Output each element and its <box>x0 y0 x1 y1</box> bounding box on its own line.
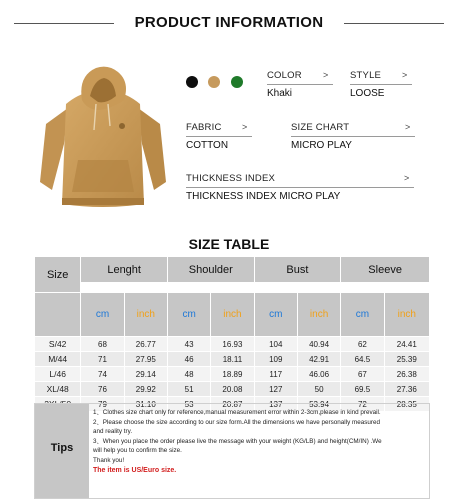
measure-cell: 74 <box>81 367 124 382</box>
hoodie-product-image <box>38 64 168 210</box>
tips-label: Tips <box>35 404 89 498</box>
tip-line: will help you to confirm the size. <box>93 447 182 455</box>
measure-cell: 53.94 <box>297 397 340 412</box>
measure-cell: 137 <box>254 397 297 412</box>
table-row <box>35 337 430 352</box>
measure-cell: 46 <box>167 352 210 367</box>
chevron-right-icon: > <box>405 122 411 132</box>
swatch-green[interactable] <box>231 76 243 88</box>
measure-cell: 29.14 <box>124 367 167 382</box>
measure-cell: 76 <box>81 382 124 397</box>
field-style-underline <box>350 84 412 85</box>
field-size-chart-label: SIZE CHART <box>291 122 350 133</box>
tip-line: and reality try. <box>93 428 133 436</box>
tips-panel <box>34 403 430 499</box>
field-color-value: Khaki <box>267 88 293 99</box>
size-cell: XL/48 <box>35 382 81 397</box>
table-row <box>35 352 430 367</box>
field-style-label: STYLE <box>350 70 382 81</box>
measure-cell: 62 <box>341 337 384 352</box>
size-cell: M/44 <box>35 352 81 367</box>
tip-line: 1、Clothes size chart only for reference,manual measurement error within 2-3cm,please in kind prevail. <box>93 409 381 416</box>
measure-cell: 42.91 <box>297 352 340 367</box>
measure-cell: 24.41 <box>384 337 429 352</box>
measure-cell: 25.39 <box>384 352 429 367</box>
field-fabric-underline <box>186 136 252 137</box>
unit-row <box>35 293 430 337</box>
measure-cell: 71 <box>81 352 124 367</box>
measure-header-shoulder: Shoulder <box>167 257 254 283</box>
measure-cell: 18.89 <box>211 367 254 382</box>
size-table <box>34 256 430 412</box>
field-thickness-value: THICKNESS INDEX MICRO PLAY <box>186 191 341 202</box>
unit-row-spacer <box>35 293 81 337</box>
field-thickness-label: THICKNESS INDEX <box>186 173 276 184</box>
measure-cell: 64.5 <box>341 352 384 367</box>
measure-cell: 109 <box>254 352 297 367</box>
field-thickness-underline <box>186 187 414 188</box>
measure-header-sleeve: Sleeve <box>341 257 430 283</box>
measure-cell: 26.38 <box>384 367 429 382</box>
table-row <box>35 382 430 397</box>
unit-inch: inch <box>124 293 167 337</box>
chevron-right-icon: > <box>402 70 408 80</box>
measure-cell: 104 <box>254 337 297 352</box>
size-column-header: Size <box>35 257 81 293</box>
tips-body <box>93 408 427 475</box>
size-cell: L/46 <box>35 367 81 382</box>
measure-cell: 16.93 <box>211 337 254 352</box>
field-size-chart-value: MICRO PLAY <box>291 140 352 151</box>
measure-cell: 68 <box>81 337 124 352</box>
unit-inch: inch <box>297 293 340 337</box>
size-table-title: SIZE TABLE <box>188 236 270 252</box>
measure-cell: 50 <box>297 382 340 397</box>
measure-cell: 53 <box>167 397 210 412</box>
measure-cell: 67 <box>341 367 384 382</box>
field-size-chart-underline <box>291 136 415 137</box>
measure-cell: 127 <box>254 382 297 397</box>
measure-cell: 72 <box>341 397 384 412</box>
tip-line: 3、When you place the order please live the message with your weight (KG/LB) and height(CM/IN) .We <box>93 437 382 445</box>
field-color-label: COLOR <box>267 70 302 81</box>
chevron-right-icon: > <box>404 173 410 183</box>
swatch-black[interactable] <box>186 76 198 88</box>
measure-cell: 20.08 <box>211 382 254 397</box>
header-rule-right <box>344 23 444 24</box>
measure-cell: 28.35 <box>384 397 429 412</box>
field-style-value: LOOSE <box>350 88 385 99</box>
tip-line: Thank you! <box>93 456 125 464</box>
field-fabric-value: COTTON <box>186 140 229 151</box>
unit-cm: cm <box>167 293 210 337</box>
field-color-underline <box>267 84 333 85</box>
size-table-header-row <box>35 257 430 283</box>
measure-cell: 27.36 <box>384 382 429 397</box>
measure-cell: 69.5 <box>341 382 384 397</box>
swatch-khaki[interactable] <box>208 76 220 88</box>
size-cell: S/42 <box>35 337 81 352</box>
chevron-right-icon: > <box>242 122 248 132</box>
unit-inch: inch <box>384 293 429 337</box>
measure-cell: 31.10 <box>124 397 167 412</box>
unit-cm: cm <box>81 293 124 337</box>
header <box>0 8 458 38</box>
unit-cm: cm <box>341 293 384 337</box>
measure-cell: 27.95 <box>124 352 167 367</box>
measure-cell: 79 <box>81 397 124 412</box>
measure-header-bust: Bust <box>254 257 341 283</box>
size-note: The item is US/Euro size. <box>93 466 177 474</box>
page-title: PRODUCT INFORMATION <box>134 14 324 31</box>
tip-line: 2、Please choose the size according to our size form.All the dimensions we have personally measured <box>93 418 381 426</box>
measure-cell: 18.11 <box>211 352 254 367</box>
measure-cell: 117 <box>254 367 297 382</box>
measure-cell: 51 <box>167 382 210 397</box>
unit-inch: inch <box>211 293 254 337</box>
chevron-right-icon: > <box>323 70 329 80</box>
measure-cell: 40.94 <box>297 337 340 352</box>
field-fabric-label: FABRIC <box>186 122 222 133</box>
measure-cell: 20.87 <box>211 397 254 412</box>
measure-cell: 29.92 <box>124 382 167 397</box>
measure-cell: 43 <box>167 337 210 352</box>
measure-header-length: Lenght <box>81 257 168 283</box>
table-row <box>35 367 430 382</box>
measure-cell: 48 <box>167 367 210 382</box>
measure-cell: 46.06 <box>297 367 340 382</box>
unit-cm: cm <box>254 293 297 337</box>
measure-cell: 26.77 <box>124 337 167 352</box>
